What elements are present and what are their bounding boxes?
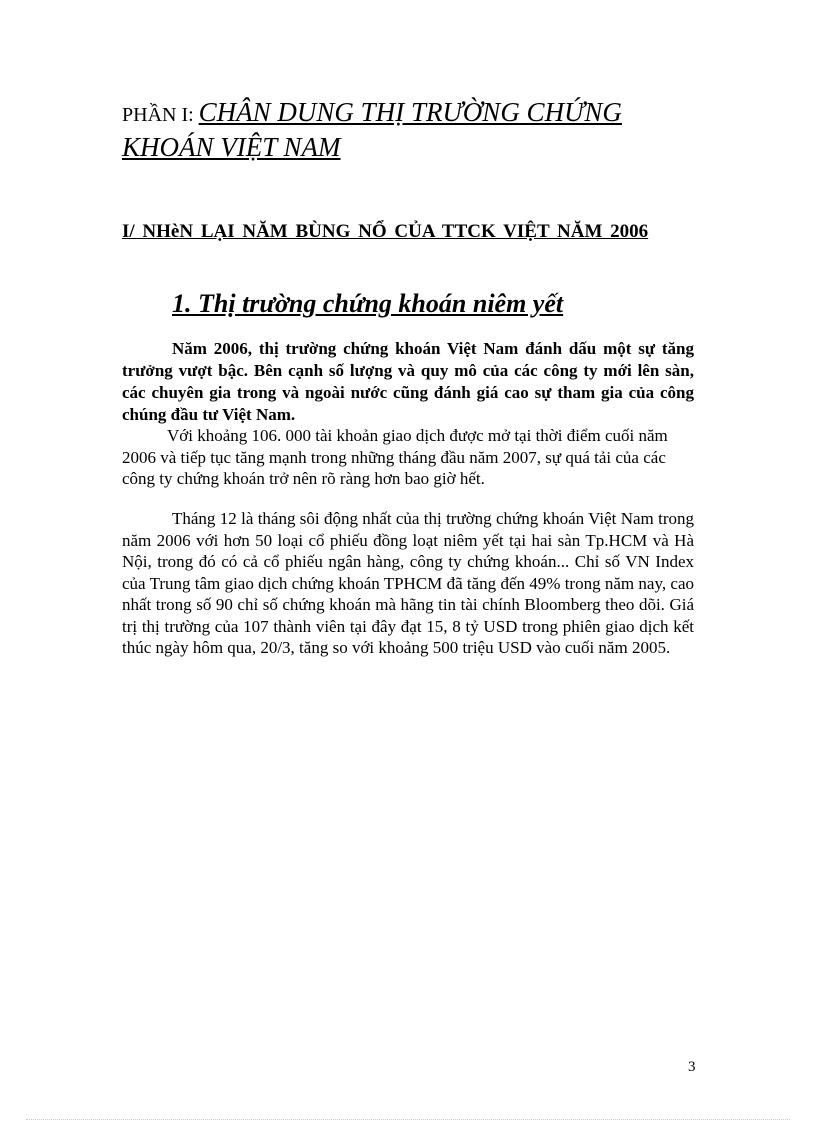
section-heading: I/ NHèN LẠI NĂM BÙNG NỔ CỦA TTCK VIỆT NĂM 2006 [122,221,649,242]
paragraph-accounts: Với khoảng 106. 000 tài khoản giao dịch được mở tại thời điểm cuối năm 2006 và tiếp tục tăng mạnh trong những tháng đầu năm 2007, sự quá tải của các công ty chứng khoán trở nên rõ ràng hơn bao giờ hết. [122,426,668,488]
page-bottom-divider [26,1119,790,1120]
subsection-heading: 1. Thị trường chứng khoán niêm yết [172,289,564,318]
part-prefix: PHẦN I: [122,104,199,126]
page-number: 3 [688,1059,696,1075]
paragraph-intro: Năm 2006, thị trường chứng khoán Việt Nam đánh dấu một sự tăng trưởng vượt bậc. Bên cạnh số lượng và quy mô của các công ty mới lên sàn, các chuyên gia trong và ngoài nước cũng đánh giá cao sự tham gia của công chúng đầu tư Việt Nam. [122,339,694,424]
part-title: CHÂN DUNG THỊ TRƯỜNG CHỨNG KHOÁN VIỆT NAM [122,97,622,162]
paragraph-december: Tháng 12 là tháng sôi động nhất của thị trường chứng khoán Việt Nam trong năm 2006 với hơn 50 loại cổ phiếu đồng loạt niêm yết tại hai sàn Tp.HCM và Hà Nội, trong đó có cả cổ phiếu ngân hàng, công ty chứng khoán... Chỉ số VN Index của Trung tâm giao dịch chứng khoán TPHCM đã tăng đến 49% trong năm nay, cao nhất trong số 90 chỉ số chứng khoán mà hãng tin tài chính Bloomberg theo dõi. Giá trị thị trường của 107 thành viên tại đây đạt 15, 8 tỷ USD trong phiên giao dịch kết thúc ngày hôm qua, 20/3, tăng so với khoảng 500 triệu USD vào cuối năm 2005. [122,509,694,657]
part-heading [122,96,702,163]
